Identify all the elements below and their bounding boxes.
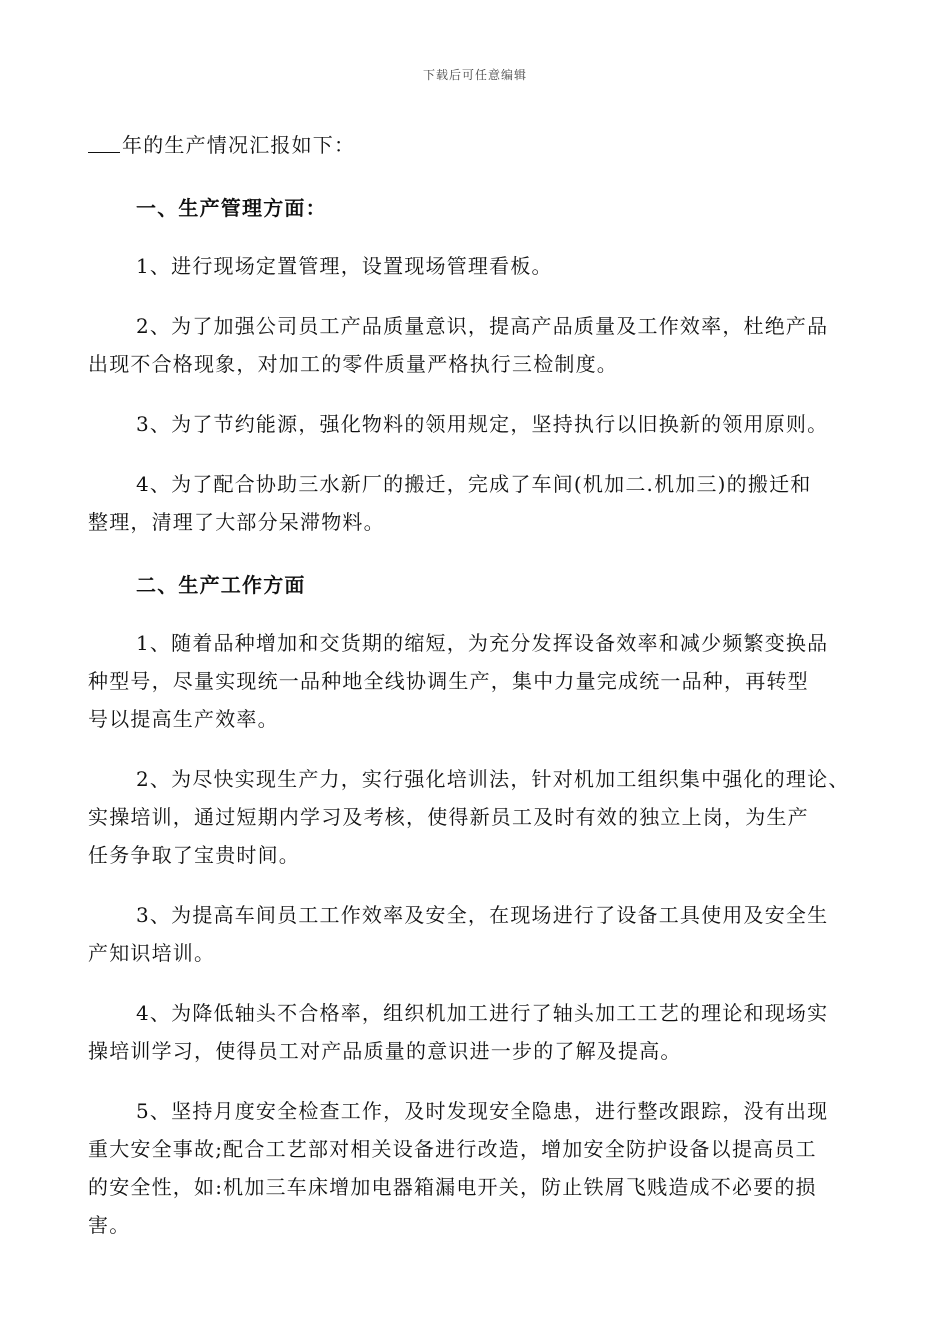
paragraph-line: 3、为了节约能源，强化物料的领用规定，坚持执行以旧换新的领用原则。: [136, 412, 829, 436]
paragraph-line: 的安全性，如:机加三车床增加电器箱漏电开关，防止铁屑飞贱造成不必要的损: [88, 1175, 817, 1199]
paragraph-management-4: [88, 465, 868, 541]
paragraph-line: 害。: [88, 1213, 131, 1237]
paragraph-line: 1、进行现场定置管理，设置现场管理看板。: [136, 254, 553, 278]
paragraph-line: 重大安全事故;配合工艺部对相关设备进行改造，增加安全防护设备以提高员工: [88, 1137, 817, 1161]
paragraph-management-3: [88, 405, 868, 443]
paragraph-line: 4、为降低轴头不合格率，组织机加工进行了轴头加工工艺的理论和现场实: [136, 1001, 829, 1025]
paragraph-line: 实操培训，通过短期内学习及考核，使得新员工及时有效的独立上岗，为生产: [88, 805, 809, 829]
paragraph-line: 任务争取了宝贵时间。: [88, 843, 300, 867]
paragraph-work-2: [88, 760, 868, 874]
document-body: [88, 126, 868, 1244]
paragraph-line: 4、为了配合协助三水新厂的搬迁，完成了车间(机加二.机加三)的搬迁和: [136, 472, 812, 496]
paragraph-line: 整理，清理了大部分呆滞物料。: [88, 510, 385, 534]
paragraph-line: 种型号，尽量实现统一品种地全线协调生产，集中力量完成统一品种，再转型: [88, 669, 809, 693]
paragraph-line: 号以提高生产效率。: [88, 707, 279, 731]
intro-text: 年的生产情况汇报如下：: [122, 133, 356, 157]
section-heading-production-management: 一、生产管理方面：: [136, 196, 327, 220]
paragraph-line: 2、为了加强公司员工产品质量意识，提高产品质量及工作效率，杜绝产品: [136, 314, 829, 338]
paragraph-work-3: [88, 896, 868, 972]
paragraph-line: 操培训学习，使得员工对产品质量的意识进一步的了解及提高。: [88, 1039, 682, 1063]
paragraph-line: 出现不合格现象，对加工的零件质量严格执行三检制度。: [88, 352, 618, 376]
paragraph-work-4: [88, 994, 868, 1070]
paragraph-management-2: [88, 307, 868, 383]
paragraph-work-1: [88, 624, 868, 738]
page-header-note: 下载后可任意编辑: [422, 68, 527, 82]
paragraph-line: 3、为提高车间员工工作效率及安全，在现场进行了设备工具使用及安全生: [136, 903, 829, 927]
intro-line: [88, 126, 868, 164]
paragraph-work-5: [88, 1092, 868, 1244]
year-blank: [88, 126, 120, 153]
paragraph-line: 2、为尽快实现生产力，实行强化培训法，针对机加工组织集中强化的理论、: [136, 767, 850, 791]
paragraph-line: 1、随着品种增加和交货期的缩短，为充分发挥设备效率和减少频繁变换品: [136, 631, 829, 655]
paragraph-management-1: [88, 247, 868, 285]
section-heading-production-work: 二、生产工作方面: [136, 573, 306, 597]
paragraph-line: 产知识培训。: [88, 941, 216, 965]
paragraph-line: 5、坚持月度安全检查工作，及时发现安全隐患，进行整改跟踪，没有出现: [136, 1099, 829, 1123]
